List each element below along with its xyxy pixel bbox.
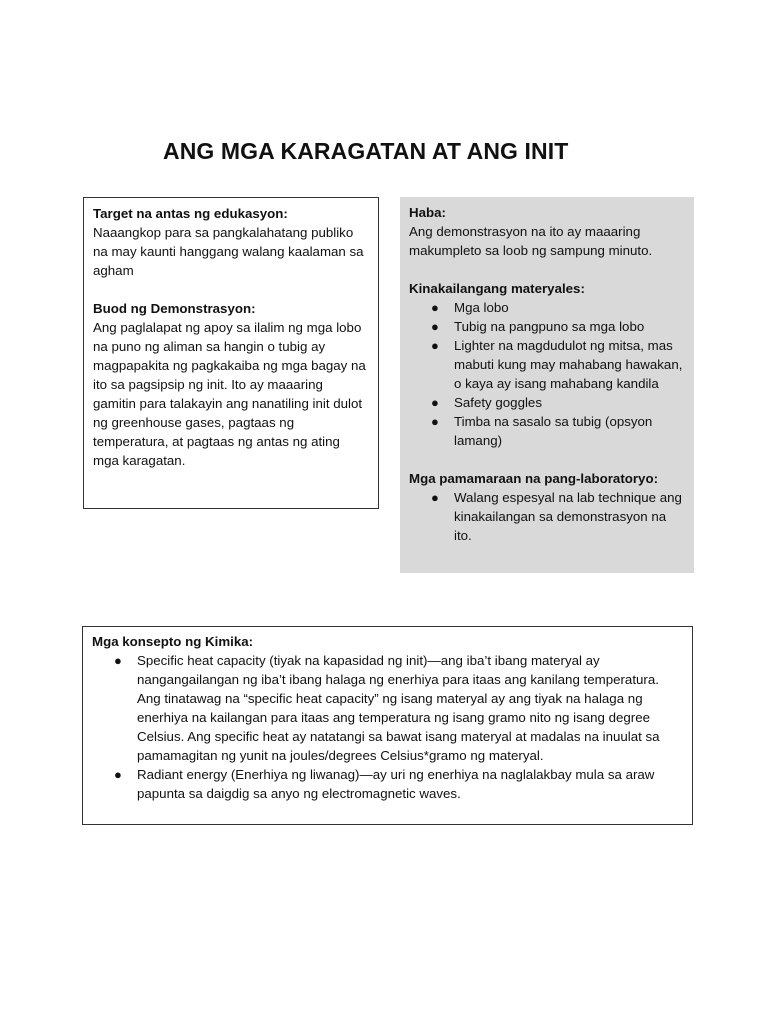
bullet-icon: ●	[114, 767, 122, 782]
list-item: ● Mga lobo	[431, 300, 509, 315]
list-item: ● Timba na sasalo sa tubig (opsyon lamang)	[431, 414, 653, 448]
summary-heading: Buod ng Demonstrasyon:	[93, 301, 256, 316]
lab-procedures-heading: Mga pamamaraan na pang-laboratoryo:	[409, 471, 658, 486]
concepts-heading: Mga konsepto ng Kimika:	[92, 634, 254, 649]
list-item: ● Specific heat capacity (tiyak na kapasidad ng init)—ang iba’t ibang materyal ay nangangailangan ng iba’t ibang halaga ng enerhiya para itaas ang kanilang temperatura. Ang tinatawag na “specific heat capacity” ng isang materyal ay ang tiyak na halaga ng enerhiya na kailangan para itaas ang temperatura ng isang gramo nito ng isang degree Celsius. Ang specific heat ay natatangi sa bawat isang materyal at madalas na inuulat sa pamamagitan ng yunit na joules/degrees Celsius*gramo ng materyal.	[114, 653, 660, 763]
concepts-list	[92, 651, 683, 803]
bullet-icon: ●	[431, 414, 439, 429]
list-item: ● Radiant energy (Enerhiya ng liwanag)—ay uri ng enerhiya na naglalakbay mula sa araw papunta sa daigdig sa anyo ng electromagnetic waves.	[114, 767, 655, 801]
list-item: ● Lighter na magdudulot ng mitsa, mas mabuti kung may mahabang hawakan, o kaya ay isang mahabang kandila	[431, 338, 683, 391]
duration-materials-box	[400, 197, 694, 573]
materials-heading: Kinakailangang materyales:	[409, 281, 585, 296]
bullet-icon: ●	[114, 653, 122, 668]
bullet-icon: ●	[431, 338, 439, 353]
summary-text: Ang paglalapat ng apoy sa ilalim ng mga lobo na puno ng aliman sa hangin o tubig ay magpapakita ng pagkakaiba ng mga bagay na ito sa pagsipsip ng init. Ito ay maaaring gamitin para talakayin ang nanatiling init dulot ng greenhouse gases, pagtaas ng temperatura, at pagtaas ng antas ng ating mga karagatan.	[93, 320, 366, 468]
list-item: ● Safety goggles	[431, 395, 542, 410]
duration-heading: Haba:	[409, 205, 446, 220]
materials-list	[409, 298, 685, 450]
bullet-icon: ●	[431, 490, 439, 505]
chemistry-concepts-box	[82, 626, 693, 825]
audience-summary-box	[83, 197, 379, 509]
page-title: ANG MGA KARAGATAN AT ANG INIT	[163, 138, 569, 164]
target-level-heading: Target na antas ng edukasyon:	[93, 206, 288, 221]
lab-procedures-list	[409, 488, 685, 545]
duration-text: Ang demonstrasyon na ito ay maaaring makumpleto sa loob ng sampung minuto.	[409, 224, 653, 258]
list-item: ● Walang espesyal na lab technique ang kinakailangan sa demonstrasyon na ito.	[431, 490, 682, 543]
bullet-icon: ●	[431, 395, 439, 410]
list-item: ● Tubig na pangpuno sa mga lobo	[431, 319, 645, 334]
bullet-icon: ●	[431, 319, 439, 334]
bullet-icon: ●	[431, 300, 439, 315]
target-level-text: Naaangkop para sa pangkalahatang publiko na may kaunti hanggang walang kaalaman sa agham	[93, 225, 364, 278]
